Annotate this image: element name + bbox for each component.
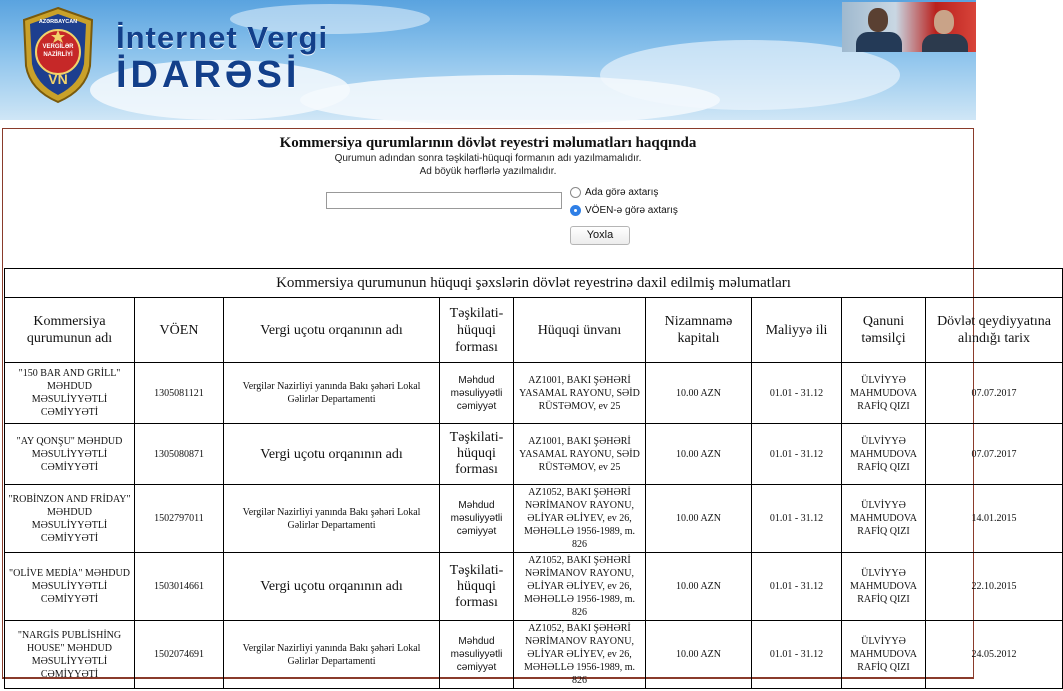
col-capital: Nizamnamə kapitalı xyxy=(646,298,752,363)
table-row: "OLİVE MEDİA" MƏHDUD MƏSULİYYƏTLİ CƏMİYYƏTİ 1503014661 Vergi uçotu orqanının adı Təşkilati-hüquqi forması AZ1052, BAKI ŞƏHƏRİ NƏRİMANOV RAYONU, ƏLİYAR ƏLİYEV, ev 26, MƏHƏLLƏ 1956-1989, m. 826 10.00 AZN 01.01 - 31.12 ÜLVİYYƏ MAHMUDOVA RAFİQ QIZI 22.10.2015 xyxy=(5,553,1063,621)
col-form: Təşkilati-hüquqi forması xyxy=(440,298,514,363)
header-photos xyxy=(842,2,976,52)
note-line-2: Ad böyük hərflərlə yazılmalıdır. xyxy=(419,166,557,177)
col-rep: Qanuni təmsilçi xyxy=(842,298,926,363)
table-row: "ROBİNZON AND FRİDAY" MƏHDUD MƏSULİYYƏTLİ CƏMİYYƏTİ 1502797011 Vergilər Nazirliyi yanında Bakı şəhəri Lokal Gəlirlər Departamenti Məhdud məsuliyyətli cəmiyyət AZ1052, BAKI ŞƏHƏRİ NƏRİMANOV RAYONU, ƏLİYAR ƏLİYEV, ev 26, MƏHƏLLƏ 1956-1989, m. 826 10.00 AZN 01.01 - 31.12 ÜLVİYYƏ MAHMUDOVA RAFİQ QIZI 14.01.2015 xyxy=(5,485,1063,553)
site-header xyxy=(0,0,976,120)
table-row: "NARGİS PUBLİSHİNG HOUSE" MƏHDUD MƏSULİYYƏTLİ CƏMİYYƏTİ 1502074691 Vergilər Nazirliyi yanında Bakı şəhəri Lokal Gəlirlər Departamenti Məhdud məsuliyyətli cəmiyyət AZ1052, BAKI ŞƏHƏRİ NƏRİMANOV RAYONU, ƏLİYAR ƏLİYEV, ev 26, MƏHƏLLƏ 1956-1989, m. 826 10.00 AZN 01.01 - 31.12 ÜLVİYYƏ MAHMUDOVA RAFİQ QIZI 24.05.2012 xyxy=(5,621,1063,689)
svg-text:NAZİRLİYİ: NAZİRLİYİ xyxy=(43,52,73,58)
radio-voen-icon[interactable] xyxy=(570,205,581,216)
table-caption: Kommersiya qurumunun hüquqi şəxslərin dövlət reyestrinə daxil edilmiş məlumatları xyxy=(5,269,1063,298)
brand-line-2: İDARƏSİ xyxy=(116,54,301,96)
logo-top-text: AZƏRBAYCAN xyxy=(38,19,78,25)
table-row: "150 BAR AND GRİLL" MƏHDUD MƏSULİYYƏTLİ CƏMİYYƏTİ 1305081121 Vergilər Nazirliyi yanında Bakı şəhəri Lokal Gəlirlər Departamenti Məhdud məsuliyyətli cəmiyyət AZ1001, BAKI ŞƏHƏRİ YASAMAL RAYONU, SƏİD RÜSTƏMOV, ev 25 10.00 AZN 01.01 - 31.12 ÜLVİYYƏ MAHMUDOVA RAFİQ QIZI 07.07.2017 xyxy=(5,363,1063,424)
check-button[interactable]: Yoxla xyxy=(570,226,630,245)
col-address: Hüquqi ünvanı xyxy=(514,298,646,363)
col-name: Kommersiya qurumunun adı xyxy=(5,298,135,363)
col-date: Dövlət qeydiyyatına alındığı tarix xyxy=(926,298,1063,363)
table-header-row xyxy=(5,298,1063,363)
search-input[interactable] xyxy=(326,192,562,209)
table-row: "AY QONŞU" MƏHDUD MƏSULİYYƏTLİ CƏMİYYƏTİ 1305080871 Vergi uçotu orqanının adı Təşkilati-hüquqi forması AZ1001, BAKI ŞƏHƏRİ YASAMAL RAYONU, SƏİD RÜSTƏMOV, ev 25 10.00 AZN 01.01 - 31.12 ÜLVİYYƏ MAHMUDOVA RAFİQ QIZI 07.07.2017 xyxy=(5,424,1063,485)
col-voen: VÖEN xyxy=(135,298,224,363)
note-line-1: Qurumun adından sonra təşkilati-hüquqi formanın adı yazılmamalıdır. xyxy=(334,153,642,164)
radio-search-by-voen[interactable]: VÖEN-ə görə axtarış xyxy=(570,205,678,216)
col-fiscal: Maliyyə ili xyxy=(752,298,842,363)
col-organ: Vergi uçotu orqanının adı xyxy=(224,298,440,363)
search-panel xyxy=(2,128,1051,686)
ministry-logo[interactable] xyxy=(20,6,96,104)
results-table xyxy=(4,268,1063,689)
radio-search-by-name[interactable]: Ada görə axtarış xyxy=(570,187,658,198)
brand-line-1: İnternet Vergi xyxy=(116,20,329,55)
radio-name-icon[interactable] xyxy=(570,187,581,198)
site-brand[interactable] xyxy=(116,20,328,97)
svg-text:VN: VN xyxy=(48,71,68,87)
page-title: Kommersiya qurumlarının dövlət reyestri məlumatları haqqında xyxy=(279,135,697,151)
svg-text:VERGİLƏR: VERGİLƏR xyxy=(42,44,74,50)
